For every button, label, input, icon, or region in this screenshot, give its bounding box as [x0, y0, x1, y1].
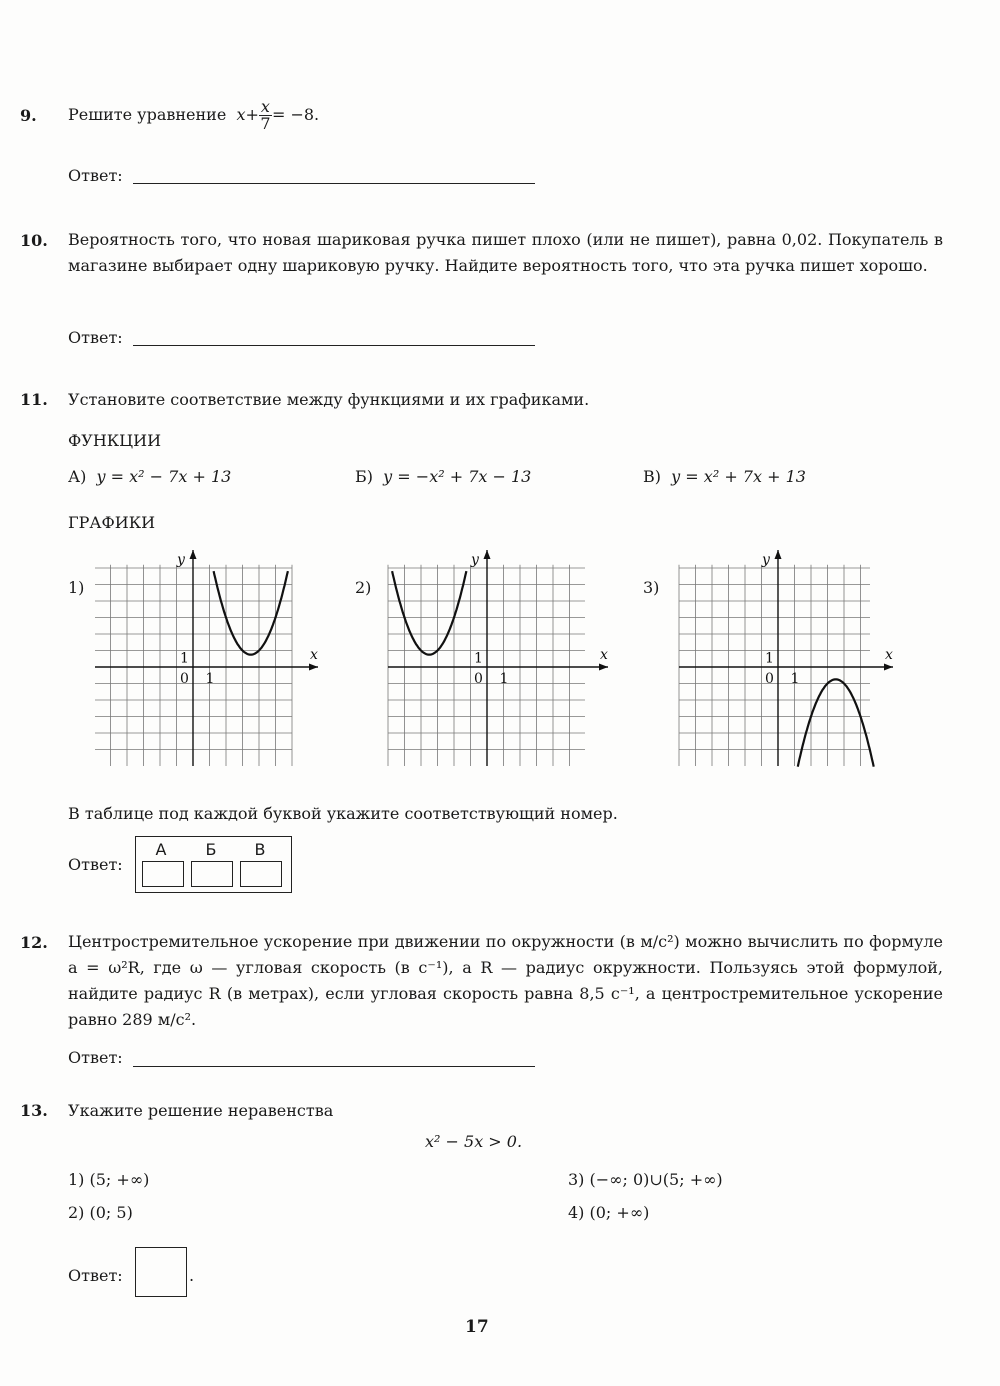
function-a: А) y = x² − 7x + 13	[68, 467, 232, 486]
q12-answer-label: Ответ:	[68, 1048, 123, 1067]
q12-text: Центростремительное ускорение при движении по окружности (в м/с²) можно вычислить по формуле a = ω²R, где ω — угловая скорость (в с⁻¹), а R — радиус окружности. Пользуясь этой формулой, найдите радиус R (в метрах), если угловая скорость равна 8,5 с⁻¹, а центростремительное ускорение равно 289 м/с².	[68, 932, 943, 1029]
q9-answer-label: Ответ:	[68, 166, 123, 185]
functions-heading: ФУНКЦИИ	[68, 431, 162, 450]
origin-label: 0	[180, 671, 189, 687]
origin-label: 0	[765, 671, 774, 687]
q13-option-4: 4) (0; +∞)	[568, 1203, 650, 1222]
graph-2-label: 2)	[355, 578, 372, 597]
x-unit-label: 1	[499, 671, 509, 687]
function-b: Б) y = −x² + 7x − 13	[355, 467, 532, 486]
y-axis-arrow	[484, 550, 491, 559]
x-axis-label: x	[600, 647, 608, 663]
y-unit-label: 1	[765, 650, 774, 667]
x-unit-label: 1	[205, 671, 215, 687]
function-v: В) y = x² + 7x + 13	[643, 467, 806, 486]
q13-inequality: x² − 5x > 0.	[425, 1132, 523, 1151]
parabola-curve	[798, 679, 874, 766]
q10-number: 10.	[20, 231, 48, 250]
q11-number: 11.	[20, 390, 48, 409]
y-axis-label: y	[177, 552, 185, 568]
parabola-curve	[214, 571, 288, 655]
y-unit-label: 1	[180, 650, 189, 667]
q13-option-3: 3) (−∞; 0)∪(5; +∞)	[568, 1170, 723, 1189]
q13-answer-dot: .	[189, 1266, 195, 1285]
q9-question	[68, 97, 319, 133]
graph-3-label: 3)	[643, 578, 660, 597]
q13-answer-label: Ответ:	[68, 1266, 123, 1285]
graph-3	[665, 545, 905, 770]
q13-answer-box[interactable]	[135, 1247, 187, 1297]
q9-text: Решите уравнение	[68, 105, 227, 124]
x-axis-arrow	[599, 664, 608, 671]
q11-text: Установите соответствие между функциями и их графиками.	[68, 390, 590, 409]
q13-option-1: 1) (5; +∞)	[68, 1170, 150, 1189]
q11-answer-label: Ответ:	[68, 855, 123, 874]
q12-number: 12.	[20, 933, 48, 952]
q11-answer-table	[135, 836, 292, 893]
y-unit-label: 1	[474, 650, 483, 667]
q13-option-2: 2) (0; 5)	[68, 1203, 133, 1222]
q10-answer-label: Ответ:	[68, 328, 123, 347]
y-axis-arrow	[775, 550, 782, 559]
q9-number: 9.	[20, 106, 37, 125]
q9-rhs: = −8.	[271, 105, 320, 124]
q11-instruction: В таблице под каждой буквой укажите соответствующий номер.	[68, 804, 618, 823]
y-axis-label: y	[762, 552, 770, 568]
q12-answer-line[interactable]	[133, 1066, 535, 1067]
x-axis-label: x	[885, 647, 893, 663]
parabola-curve	[392, 571, 466, 655]
q9-fraction: $\frac{x}{7}$	[260, 97, 271, 133]
x-unit-label: 1	[790, 671, 800, 687]
answer-cell-a[interactable]	[142, 861, 184, 887]
header-b: Б	[205, 840, 217, 859]
q13-text: Укажите решение неравенства	[68, 1101, 334, 1120]
y-axis-label: y	[471, 552, 479, 568]
header-v: В	[254, 840, 266, 859]
answer-cell-v[interactable]	[240, 861, 282, 887]
graph-1	[90, 545, 330, 770]
x-axis-arrow	[309, 664, 318, 671]
q9-answer-line[interactable]	[133, 183, 535, 184]
graphs-heading: ГРАФИКИ	[68, 513, 156, 532]
q9-var: x	[236, 105, 246, 124]
page-number: 17	[465, 1317, 489, 1337]
q10-answer-line[interactable]	[133, 345, 535, 346]
x-axis-arrow	[884, 664, 893, 671]
q9-plus: +	[245, 105, 259, 124]
y-axis-arrow	[190, 550, 197, 559]
q13-number: 13.	[20, 1101, 48, 1120]
x-axis-label: x	[310, 647, 318, 663]
graph-2	[380, 545, 620, 770]
origin-label: 0	[474, 671, 483, 687]
answer-cell-b[interactable]	[191, 861, 233, 887]
graph-1-label: 1)	[68, 578, 85, 597]
q10-text: Вероятность того, что новая шариковая ручка пишет плохо (или не пишет), равна 0,02. Покупатель в магазине выбирает одну шариковую ручку. Найдите вероятность того, что эта ручка пишет хорошо.	[68, 230, 943, 275]
header-a: А	[155, 840, 167, 859]
